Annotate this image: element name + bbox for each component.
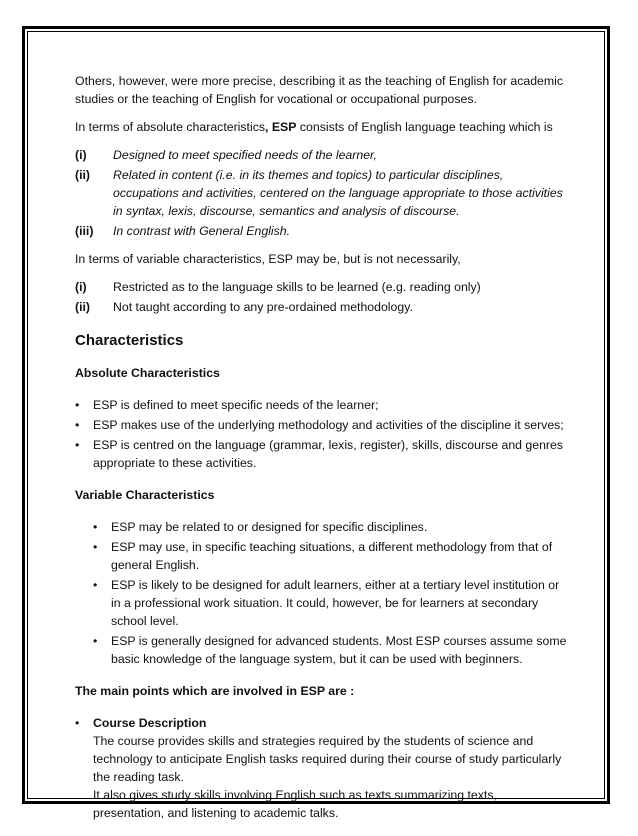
list-text: Not taught according to any pre-ordained methodology. (113, 300, 413, 314)
bullet-text: ESP may use, in specific teaching situations, a different methodology from that of general English. (111, 540, 553, 572)
intro-paragraph: Others, however, were more precise, describing it as the teaching of English for academic studies or the teaching of English for vocational or occupational purposes. (75, 74, 564, 106)
list-item (93, 518, 570, 536)
course-description-text: The course provides skills and strategies required by the students of science and technology to anticipate English tasks required during their course of study particularly the reading task. (93, 734, 562, 784)
list-text: Designed to meet specified needs of the learner, (113, 148, 377, 162)
list-item (75, 436, 570, 472)
list-item (75, 222, 570, 240)
list-item (75, 278, 570, 296)
absolute-numbered-list (75, 146, 570, 240)
course-description-text-2: It also gives study skills involving English such as texts summarizing texts, presentation, and listening to academic talks. (93, 788, 497, 820)
bullet-icon: • (75, 398, 80, 412)
list-item (75, 166, 570, 220)
bullet-icon: • (75, 438, 80, 452)
bullet-text: ESP is likely to be designed for adult learners, either at a tertiary level institution or in a professional work situation. It could, however, be for learners at secondary school level. (111, 578, 560, 628)
course-description-title: Course Description (93, 716, 207, 730)
list-item (75, 396, 570, 414)
variable-characteristics-heading: Variable Characteristics (75, 488, 215, 502)
bullet-icon: • (93, 520, 98, 534)
absolute-intro-bold: , ESP (265, 120, 297, 134)
bullet-text: ESP is centred on the language (grammar, lexis, register), skills, discourse and genres appropriate to these activities. (93, 438, 564, 470)
list-item (93, 576, 570, 630)
course-description-block (93, 714, 570, 822)
variable-numbered-list (75, 278, 570, 316)
bullet-text: ESP may be related to or designed for specific disciplines. (111, 520, 428, 534)
list-number: (ii) (75, 168, 91, 182)
absolute-intro-post: consists of English language teaching which is (296, 120, 553, 134)
list-item (75, 416, 570, 434)
absolute-bullet-list (75, 396, 570, 472)
bullet-icon: • (93, 578, 98, 592)
list-item (93, 632, 570, 668)
list-number: (i) (75, 148, 87, 162)
characteristics-heading: Characteristics (75, 332, 184, 349)
list-text: Restricted as to the language skills to be learned (e.g. reading only) (113, 280, 481, 294)
absolute-intro-paragraph (75, 118, 570, 136)
list-text: In contrast with General English. (113, 224, 291, 238)
absolute-intro-pre: In terms of absolute characteristics (75, 120, 265, 134)
list-item (93, 538, 570, 574)
absolute-characteristics-heading: Absolute Characteristics (75, 366, 220, 380)
list-number: (i) (75, 280, 87, 294)
list-number: (ii) (75, 300, 91, 314)
variable-intro-paragraph: In terms of variable characteristics, ESP may be, but is not necessarily, (75, 252, 461, 266)
list-item (75, 298, 570, 316)
variable-bullet-list (93, 518, 570, 668)
list-item (75, 714, 570, 822)
bullet-text: ESP makes use of the underlying methodology and activities of the discipline it serves; (93, 418, 564, 432)
bullet-icon: • (75, 716, 80, 730)
list-number: (iii) (75, 224, 94, 238)
document-body (75, 72, 570, 836)
bullet-icon: • (93, 540, 98, 554)
main-points-list (75, 714, 570, 822)
list-text: Related in content (i.e. in its themes and topics) to particular disciplines, occupations and activities, centered on the language appropriate to those activities in syntax, lexis, discourse, semantics and analysis of discourse. (113, 168, 563, 218)
main-points-heading: The main points which are involved in ESP are : (75, 684, 355, 698)
bullet-icon: • (93, 634, 98, 648)
bullet-text: ESP is generally designed for advanced students. Most ESP courses assume some basic knowledge of the language system, but it can be used with beginners. (111, 634, 567, 666)
list-item (75, 146, 570, 164)
bullet-text: ESP is defined to meet specific needs of the learner; (93, 398, 379, 412)
bullet-icon: • (75, 418, 80, 432)
